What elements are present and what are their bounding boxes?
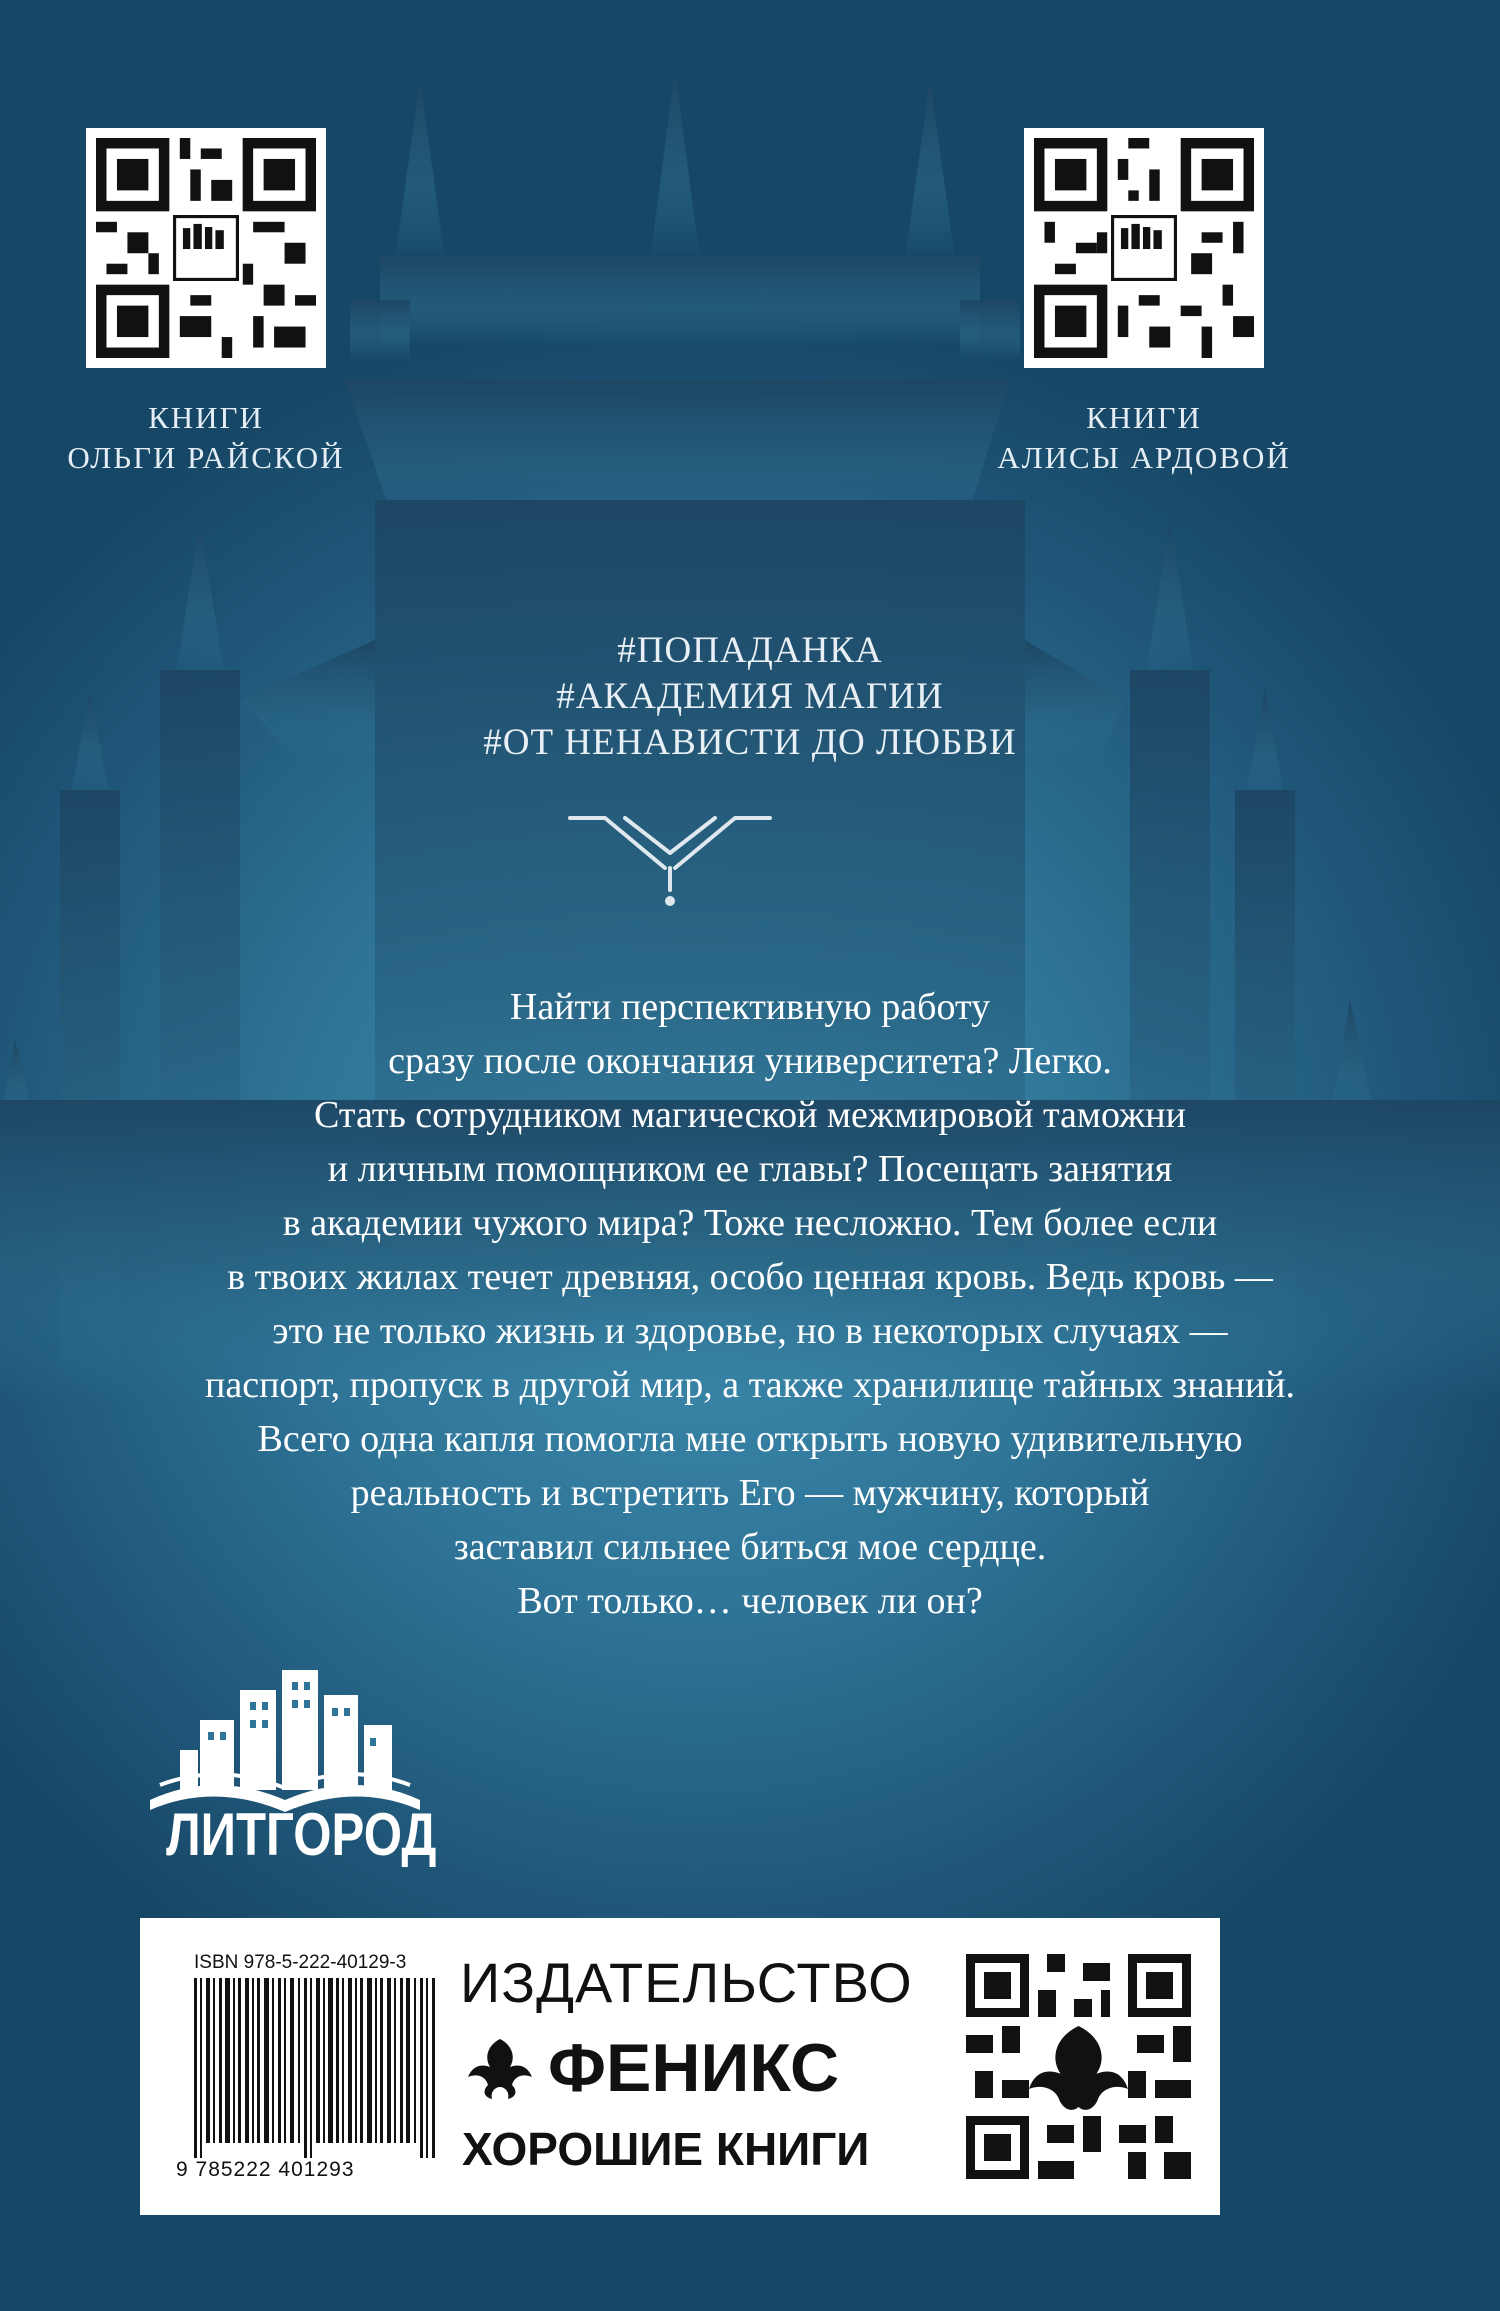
publisher-brand-name: ФЕНИКС — [548, 2030, 840, 2106]
blurb-line: реальность и встретить Его — мужчину, который — [350, 1472, 1150, 1514]
publisher-slogan: ХОРОШИЕ КНИГИ — [462, 2123, 870, 2175]
isbn-text: ISBN 978-5-222-40129-3 — [194, 1952, 407, 1973]
blurb-line: и личным помощником ее главы? Посещать занятия — [327, 1148, 1173, 1190]
publisher-panel — [140, 1918, 1220, 2215]
blurb-line: паспорт, пропуск в другой мир, а также хранилище тайных знаний. — [205, 1364, 1295, 1406]
qr-caption-left-line1: КНИГИ — [148, 400, 264, 435]
blurb-line: в твоих жилах течет древняя, особо ценная кровь. Ведь кровь — — [227, 1256, 1273, 1298]
blurb-line: в академии чужого мира? Тоже несложно. Тем более если — [282, 1202, 1218, 1244]
publisher-label: ИЗДАТЕЛЬСТВО — [460, 1951, 913, 2014]
blurb-line: сразу после окончания университета? Легко. — [388, 1040, 1112, 1082]
qr-code-icon — [1034, 138, 1254, 358]
qr-code-icon — [96, 138, 316, 358]
qr-caption-left-line2: ОЛЬГИ РАЙСКОЙ — [67, 440, 345, 475]
blurb-line: это не только жизнь и здоровье, но в некоторых случаях — — [272, 1310, 1228, 1352]
qr-caption-right-line1: КНИГИ — [1086, 400, 1202, 435]
genre-tag: #ОТ НЕНАВИСТИ ДО ЛЮБВИ — [483, 722, 1017, 763]
blurb-line: Всего одна капля помогла мне открыть новую удивительную — [257, 1418, 1243, 1460]
publisher-brand — [460, 2028, 839, 2108]
qr-code-right[interactable] — [1024, 128, 1264, 368]
book-blurb — [0, 980, 1500, 1628]
barcode-icon — [194, 1978, 436, 2158]
genre-tags — [300, 628, 1200, 766]
imprint-logo-text: ЛИТГОРОД — [166, 1801, 437, 1868]
blurb-line: Вот только… человек ли он? — [517, 1580, 983, 1622]
ornament-icon — [565, 808, 775, 908]
qr-code-left[interactable] — [86, 128, 326, 368]
qr-caption-right-line2: АЛИСЫ АРДОВОЙ — [997, 440, 1291, 475]
genre-tag: #АКАДЕМИЯ МАГИИ — [556, 676, 944, 717]
barcode-digits: 9 785222 401293 — [176, 2158, 355, 2181]
genre-tag: #ПОПАДАНКА — [617, 630, 883, 671]
qr-caption-right — [984, 398, 1304, 478]
blurb-line: заставил сильнее биться мое сердце. — [453, 1526, 1047, 1568]
blurb-line: Стать сотрудником магической межмировой таможни — [314, 1094, 1186, 1136]
phoenix-icon — [460, 2033, 540, 2103]
blurb-line: Найти перспективную работу — [509, 986, 991, 1028]
publisher-qr-code[interactable] — [966, 1954, 1191, 2179]
qr-caption-left — [46, 398, 366, 478]
